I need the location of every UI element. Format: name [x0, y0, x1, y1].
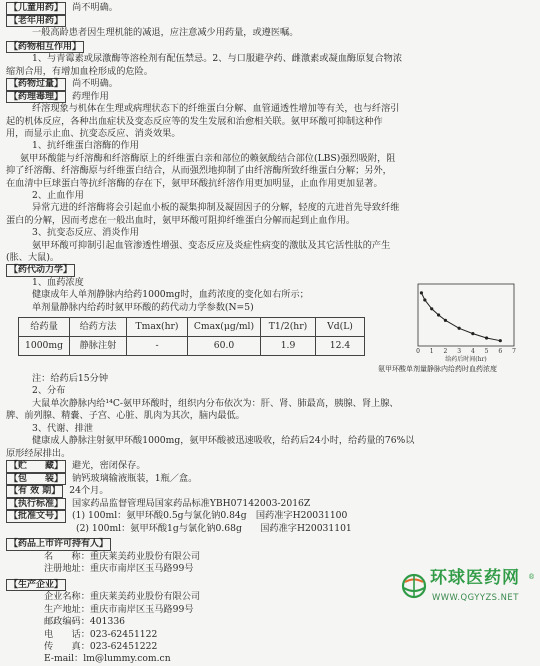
- pk-line: 大鼠单次静脉内给¹⁴C-氨甲环酸时，组织内分布依次为：肝、肾、肺最高，胰腺、肾上腺、: [32, 397, 399, 409]
- watermark: [400, 568, 536, 602]
- pk-line: 健康成年人单剂静脉内给药1000mg时，血药浓度的变化如右所示；: [32, 289, 309, 301]
- children-use-text: 尚不明确。: [72, 2, 118, 13]
- toxicology-line: 抑了纤溶酶、纤溶酶原与纤维蛋白结合，从而强烈地抑制了由纤溶酶所致纤维蛋白分解；另外，: [6, 165, 392, 177]
- pk-row: [6, 264, 536, 277]
- chart-tick-label: 0: [416, 348, 420, 356]
- manufacturer-phone: 电 话：023-62451122: [44, 628, 158, 640]
- chart-caption: 氨甲环酸单剂量静脉内给药时血药浓度: [378, 365, 497, 374]
- toxicology-line: (胀、大鼠)。: [6, 252, 60, 264]
- table-cell: 60.0: [188, 337, 261, 356]
- chart-point: [444, 319, 447, 322]
- toxicology-line: 起的机体反应，各种出血症状及变态反应等的发生发展和治愈相关联。氨甲环酸可抑制这种作: [6, 115, 383, 127]
- elderly-use-row: [6, 15, 536, 28]
- toxicology-subhead: 1、抗纤维蛋白溶酶的作用: [32, 140, 139, 152]
- table-cell: 1.9: [261, 337, 316, 356]
- chart-point: [458, 327, 461, 330]
- mah-label: 【药品上市许可持有人】: [6, 538, 111, 551]
- chart-point: [423, 298, 426, 301]
- interactions-row: [6, 41, 536, 54]
- pk-line: 脾、前列腺、精嚢、子宫、心脏、肌肉为其次，脑内最低。: [6, 410, 245, 422]
- chart-point: [485, 336, 488, 339]
- standard-label: 【执行标准】: [6, 498, 66, 511]
- table-cell: 1000mg: [19, 337, 70, 356]
- packaging-text: 钠钙玻璃输液瓶装，1瓶／盒。: [72, 472, 198, 484]
- pk-section: [6, 277, 536, 373]
- manufacturer-label: 【生产企业】: [6, 579, 66, 592]
- pk-note: 注：给药后15分钟: [32, 373, 109, 385]
- storage-label: 【贮 藏】: [6, 460, 66, 473]
- chart-point: [437, 313, 440, 316]
- mah-row: [6, 538, 536, 551]
- toxicology-subhead: 3、抗变态反应、消炎作用: [32, 227, 139, 239]
- mah-name: 名 称：重庆莱美药业股份有限公司: [44, 550, 201, 562]
- approval-line-1: (1) 100ml：氨甲环酸0.5g与氯化钠0.84g 国药准字H20031100: [72, 510, 348, 522]
- storage-text: 避光，密闭保存。: [72, 459, 146, 471]
- packaging-row: [6, 473, 536, 486]
- toxicology-head: 药理作用: [72, 90, 109, 102]
- chart-tick-label: 2: [443, 348, 448, 356]
- chart-tick-label: 3: [457, 348, 462, 356]
- children-use-label: 【儿童用药】: [6, 2, 66, 15]
- table-header: T1/2(hr): [261, 318, 316, 337]
- interactions-line: 1、与青霉素或尿激酶等溶栓剂有配伍禁忌。2、与口服避孕药、雌激素或凝血酶原复合物浓: [32, 53, 403, 65]
- pk-subhead: 3、代谢、排泄: [32, 422, 93, 434]
- leaflet-page: [6, 2, 536, 666]
- chart-tick-label: 6: [498, 348, 503, 356]
- standard-row: [6, 498, 536, 511]
- chart-frame: [418, 284, 514, 346]
- toxicology-label: 【药理毒理】: [6, 91, 66, 104]
- approval-row: [6, 510, 536, 523]
- manufacturer-zip: 邮政编码：401336: [44, 616, 126, 628]
- table-cell: -: [127, 337, 188, 356]
- concentration-chart: [410, 280, 520, 366]
- pk-subhead: 2、分布: [32, 385, 66, 397]
- globe-logo-icon: [400, 573, 428, 599]
- watermark-title: 环球医药网: [430, 568, 520, 588]
- standard-text: 国家药品监督管理局国家药品标准YBH07142003-2016Z: [72, 497, 311, 509]
- manufacturer-fax: 传 真：023-62451222: [44, 640, 158, 652]
- approval-label: 【批准文号】: [6, 510, 66, 523]
- toxicology-line: 氨甲环酸可抑制引起血管渗透性增强、变态反应及炎症性病变的激肽及其它活性肽的产生: [32, 239, 391, 251]
- chart-tick-label: 7: [512, 348, 516, 356]
- storage-row: [6, 460, 536, 473]
- toxicology-line: 用，而显示止血、抗变态反应、消炎效果。: [6, 128, 181, 139]
- table-header: 给药方法: [70, 318, 127, 337]
- overdose-text: 尚不明确。: [72, 78, 118, 89]
- packaging-label: 【包 装】: [6, 473, 66, 486]
- pk-subhead: 1、血药浓度: [32, 277, 84, 289]
- interactions-label: 【药物相互作用】: [6, 41, 84, 54]
- approval-line-2: (2) 100ml：氨甲环酸1g与氯化钠0.68g 国药准字H20031101: [76, 522, 352, 534]
- table-header: Cmax(μg/ml): [188, 318, 261, 337]
- toxicology-line: 在血清中巨球蛋白等抗纤溶酶的存在下，氨甲环酸抗纤溶作用更加明显，止血作用更加显著。: [6, 177, 383, 189]
- pk-line: 单剂量静脉内给药时氨甲环酸的药代动力学参数(N=5): [32, 301, 254, 313]
- pk-table: [18, 317, 365, 356]
- chart-series-line: [421, 293, 500, 341]
- overdose-label: 【药物过量】: [6, 78, 66, 91]
- validity-label: 【有 效 期】: [6, 485, 63, 498]
- table-row: [19, 337, 365, 356]
- elderly-use-label: 【老年用药】: [6, 15, 66, 28]
- children-use-row: [6, 2, 536, 15]
- watermark-url: WWW.QGYYZS.NET: [432, 592, 519, 602]
- table-header: 给药量: [19, 318, 70, 337]
- toxicology-row: [6, 91, 536, 104]
- manufacturer-name: 企业名称：重庆莱美药业股份有限公司: [44, 591, 201, 603]
- toxicology-subhead: 2、止血作用: [32, 190, 84, 202]
- validity-text: 24个月。: [69, 485, 109, 497]
- toxicology-line: 异常亢进的纤溶酶将会引起血小板的凝集抑制及凝固因子的分解，轻度的亢进首先导致纤维: [32, 202, 400, 214]
- table-cell: 静脉注射: [70, 337, 127, 356]
- manufacturer-address: 生产地址：重庆市南岸区玉马路99号: [44, 603, 194, 615]
- chart-point: [471, 332, 474, 335]
- manufacturer-email: E-mail：lm@lummy.com.cn: [44, 653, 171, 665]
- table-cell: 12.4: [316, 337, 365, 356]
- pk-line: 原形经尿排出。: [6, 447, 71, 459]
- chart-point: [430, 307, 433, 310]
- watermark-registered: ®: [528, 573, 535, 581]
- overdose-row: [6, 78, 536, 91]
- pk-label: 【药代动力学】: [6, 264, 75, 277]
- table-header: Tmax(hr): [127, 318, 188, 337]
- interactions-line: 缩剂合用，有增加血栓形成的危险。: [6, 65, 153, 77]
- pk-text: [6, 277, 378, 314]
- toxicology-line: 蛋白的分解，因而考虑在一般出血时，氨甲环酸可阻抑纤维蛋白分解而起到止血作用。: [6, 214, 356, 226]
- toxicology-line: 纤溶现象与机体在生理或病理状态下的纤维蛋白分解、血管通透性增加等有关，也与纤溶引: [32, 103, 400, 115]
- table-header-row: [19, 318, 365, 337]
- chart-tick-label: 5: [484, 348, 489, 356]
- validity-row: [6, 485, 536, 498]
- elderly-use-text: 一般高龄患者因生理机能的减退，应注意减少用药量，或遵医嘱。: [32, 27, 299, 39]
- chart-tick-label: 1: [429, 348, 434, 356]
- chart-x-label: 给药后时间(hr): [445, 356, 487, 364]
- chart-point: [420, 291, 423, 294]
- pk-line: 健康成人静脉注射氨甲环酸1000mg，氨甲环酸被迅速吸收，给药后24小时，给药量的76%以: [32, 435, 415, 447]
- chart-tick-label: 4: [470, 348, 475, 356]
- concentration-chart-svg: [410, 280, 520, 366]
- table-header: Vd(L): [316, 318, 365, 337]
- chart-point: [499, 339, 502, 342]
- mah-address: 注册地址：重庆市南岸区玉马路99号: [44, 563, 194, 575]
- toxicology-line: 氨甲环酸能与纤溶酶和纤溶酶原上的纤维蛋白亲和部位的赖氨酸结合部位(LBS)强烈吸附，阻: [20, 152, 396, 164]
